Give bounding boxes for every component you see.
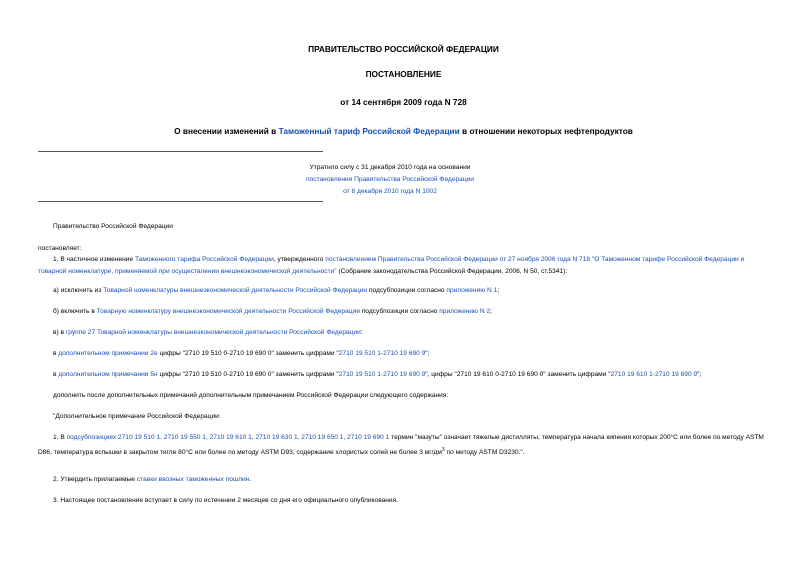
p1-text-e: (Собрание законодательства Российской Федерации, 2006, N 50, ст.5341): [336, 268, 568, 275]
customs-tariff-link[interactable]: Таможенный тариф Российской Федерации [278, 126, 460, 136]
government-text: Правительство Российской Федерации [53, 223, 173, 230]
p2e-text-a: в [53, 350, 59, 357]
paragraph-b [53, 306, 773, 318]
p1-text-c: , утвержденного [273, 256, 326, 263]
paragraph-v [53, 327, 773, 339]
p2e-text-e: "; [425, 350, 430, 357]
p2e-text-c: цифры "2710 19 510 0-2710 19 690 0" заменить цифрами " [157, 350, 339, 357]
p1-tariff-link[interactable]: Таможенного тарифа Российской Федерации [134, 256, 274, 263]
title-text-post: в отношении некоторых нефтепродуктов [459, 126, 633, 136]
pa-nomenclature-link[interactable]: Товарной номенклатуры внешнеэкономической деятельности Российской Федерации [103, 287, 368, 294]
appendix-1-link[interactable]: приложению N 1 [446, 287, 498, 294]
top-divider [38, 151, 323, 152]
p5n-codes-link-1[interactable]: 2710 19 510 1-2710 19 690 9 [338, 371, 426, 378]
paragraph-a [53, 285, 773, 297]
pv-text-c: : [360, 329, 363, 336]
p2e-codes-link[interactable]: 2710 19 510 1-2710 19 690 9 [338, 350, 426, 357]
p1-text-a: 1. В частичное изменение [53, 256, 135, 263]
import-duty-rates-link[interactable]: ставки ввозных таможенных пошлин [136, 476, 250, 483]
bottom-divider [38, 201, 323, 202]
p2-text-a: 2. Утвердить прилагаемые [53, 476, 137, 483]
annotation-line-1: Утратило силу с 31 декабря 2010 года на основании [309, 164, 471, 171]
note1-text-c: термин "мазуты" означает тяжелые дистилляты, температура начала кипения которых 200°С или более по методу ASTM D86, температура вспышки в закрытом тигле 80°С или более по методу ASTM D93, содержание хлористых солей не более 3 мг/дм [38, 434, 764, 457]
p5n-text-e: ", цифры "2710 19 610 0-2710 19 690 0" заменить цифрами " [425, 371, 611, 378]
pv-text-a: в) в [53, 329, 66, 336]
paragraph-note-5n [53, 369, 773, 381]
p2-text-c: . [249, 476, 252, 483]
note-5n-link[interactable]: дополнительном примечании 5н [58, 371, 158, 378]
note1-text-d: по методу ASTM D3230.". [444, 449, 525, 457]
paragraph-add: дополнить после дополнительных примечаний дополнительным примечанием Российской Федерации следующего содержания: [53, 392, 449, 399]
government-heading: ПРАВИТЕЛЬСТВО РОССИЙСКОЙ ФЕДЕРАЦИИ [308, 44, 499, 54]
p5n-text-g: "; [697, 371, 702, 378]
document-title [0, 126, 807, 136]
p5n-codes-link-2[interactable]: 2710 19 610 1-2710 19 690 9 [610, 371, 698, 378]
document-type: ПОСТАНОВЛЕНИЕ [365, 69, 442, 79]
document-date-number: от 14 сентября 2009 года N 728 [340, 97, 467, 107]
subpositions-link[interactable]: подсубпозициях 2710 19 510 1, 2710 19 550 1, 2710 19 610 1, 2710 19 630 1, 2710 19 650 1, 2710 19 690 1 [66, 434, 390, 441]
paragraph-1 [38, 254, 773, 278]
title-text-pre: О внесении изменений в [174, 126, 279, 136]
pb-text-e: ; [490, 308, 492, 315]
superscript-3: 3 [441, 447, 445, 453]
p5n-text-a: в [53, 371, 59, 378]
note-2e-link[interactable]: дополнительном примечании 2е [58, 350, 158, 357]
paragraph-2 [53, 474, 773, 486]
pb-text-a: б) включить в [53, 308, 97, 315]
pa-text-a: а) исключить из [53, 287, 104, 294]
pb-nomenclature-link[interactable]: Товарную номенклатуру внешнеэкономической деятельности Российской Федерации [96, 308, 360, 315]
resolves-text: постановляет: [38, 245, 82, 252]
note1-text-a: 1. В [53, 434, 67, 441]
pa-text-e: ; [497, 287, 500, 294]
note-paragraph-1 [38, 432, 773, 459]
paragraph-3: 3. Настоящее постановление вступает в силу по истечении 2 месяцев со дня его официального опубликования. [53, 497, 399, 504]
pb-text-c: подсубпозиции согласно [359, 308, 440, 315]
group-27-link[interactable]: группе 27 Товарной номенклатуры внешнеэкономической деятельности Российской Федерации [65, 329, 361, 336]
paragraph-note-2e [53, 348, 773, 360]
annotation-link-date[interactable]: от 8 декабря 2010 года N 1002 [343, 188, 437, 195]
pa-text-c: подсубпозиции согласно [367, 287, 447, 294]
note-heading: "Дополнительное примечание Российской Федерации: [53, 413, 221, 420]
p1-resolution-link[interactable]: постановлением Правительства Российской Федерации от 27 ноября 2006 года N 718 "О Таможенном тарифе Российской Федерации и товарной номенклатуре, применяемой при осуществлении внешнеэкономической деятельности" [38, 256, 745, 275]
annotation-link-resolution[interactable]: постановления Правительства Российской Федерации [306, 176, 474, 183]
appendix-2-link[interactable]: приложению N 2 [439, 308, 491, 315]
p5n-text-c: цифры "2710 19 510 0-2710 19 690 0" заменить цифрами " [157, 371, 339, 378]
